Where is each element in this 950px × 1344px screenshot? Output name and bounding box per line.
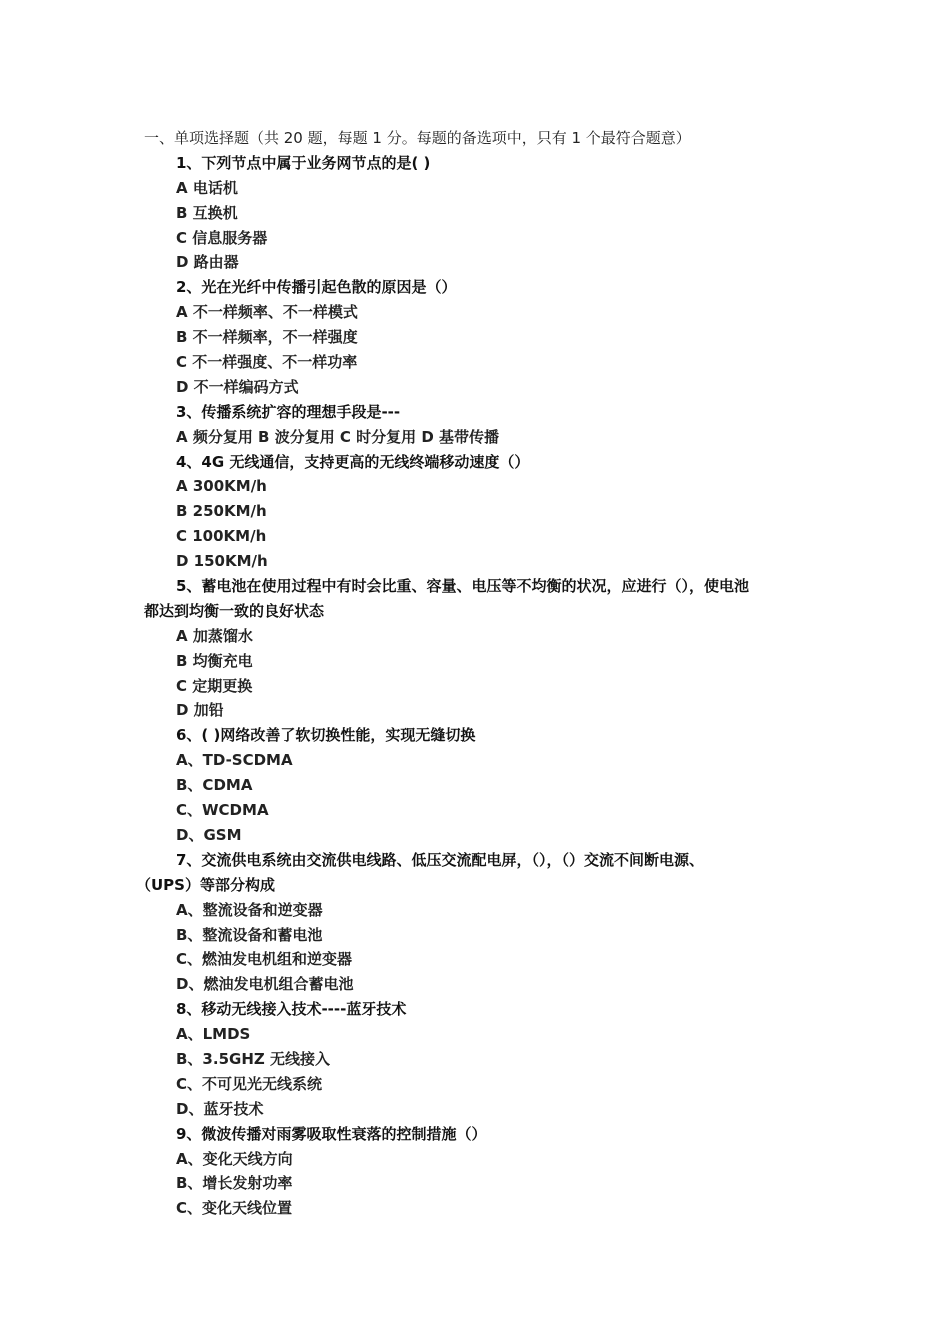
question-5-continuation: 都达到均衡一致的良好状态 [144,601,325,620]
option-2d: D 不一样编码方式 [176,377,299,396]
question-8: 8、移动无线接入技术----蓝牙技术 [176,1000,407,1019]
option-5d: D 加铅 [176,701,224,720]
option-8a: A、LMDS [176,1025,251,1044]
question-5: 5、蓄电池在使用过程中有时会比重、容量、电压等不均衡的状况，应进行（），使电池 [176,577,749,596]
option-5c: C 定期更换 [176,676,253,695]
question-7: 7、交流供电系统由交流供电线路、低压交流配电屏，（），（）交流不间断电源、 [176,850,704,869]
option-6d: D、GSM [176,825,242,844]
question-7-continuation: （UPS）等部分构成 [136,875,275,894]
option-1c: C 信息服务器 [176,228,268,247]
question-list [0,126,950,1221]
option-6a: A、TD-SCDMA [176,751,293,770]
option-2a: A 不一样频率、不一样模式 [176,303,358,322]
question-4: 4、4G 无线通信，支持更高的无线终端移动速度（） [176,452,530,471]
option-6c: C、WCDMA [176,801,269,820]
options-3: A 频分复用 B 波分复用 C 时分复用 D 基带传播 [176,427,500,446]
option-9c: C、变化天线位置 [176,1199,293,1218]
option-7a: A、整流设备和逆变器 [176,900,323,919]
section-heading: 一、单项选择题（共 20 题，每题 1 分。每题的备选项中，只有 1 个最符合题意） [144,129,691,147]
option-7d: D、燃油发电机组合蓄电池 [176,975,354,994]
option-4b: B 250KM/h [176,502,267,521]
option-1d: D 路由器 [176,253,239,272]
option-7c: C、燃油发电机组和逆变器 [176,950,353,969]
option-8c: C、不可见光无线系统 [176,1074,323,1093]
option-8d: D、蓝牙技术 [176,1099,264,1118]
question-9: 9、微波传播对雨雾吸取性衰落的控制措施（） [176,1124,487,1143]
option-4c: C 100KM/h [176,527,267,546]
option-9b: B、增长发射功率 [176,1174,293,1193]
option-9a: A、变化天线方向 [176,1149,293,1168]
option-5a: A 加蒸馏水 [176,626,253,645]
question-2: 2、光在光纤中传播引起色散的原因是（） [176,278,457,297]
option-4a: A 300KM/h [176,477,267,496]
question-6: 6、( )网络改善了软切换性能，实现无缝切换 [176,726,476,745]
option-6b: B、CDMA [176,776,253,795]
option-2b: B 不一样频率，不一样强度 [176,328,358,347]
option-4d: D 150KM/h [176,552,268,571]
question-1: 1、下列节点中属于业务网节点的是( ) [176,153,431,172]
question-3: 3、传播系统扩容的理想手段是--- [176,402,401,421]
option-5b: B 均衡充电 [176,651,253,670]
option-1a: A 电话机 [176,178,238,197]
option-1b: B 互换机 [176,203,238,222]
option-2c: C 不一样强度、不一样功率 [176,353,358,372]
option-7b: B、整流设备和蓄电池 [176,925,323,944]
option-8b: B、3.5GHZ 无线接入 [176,1049,330,1068]
